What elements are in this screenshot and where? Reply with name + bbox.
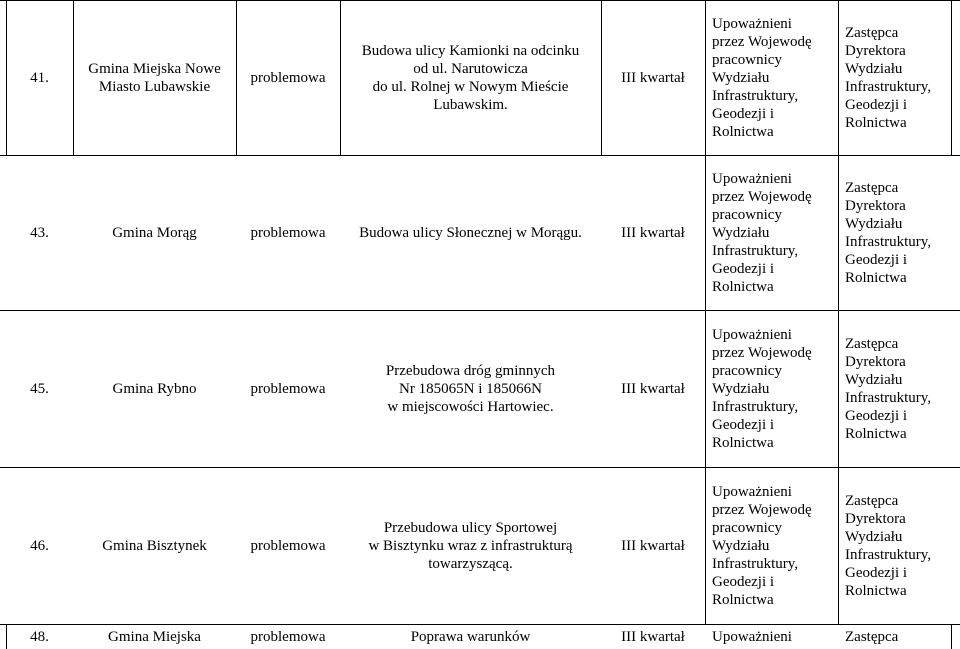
row-number: 45. (30, 380, 49, 397)
table-row (0, 155, 960, 310)
term: III kwartał (621, 69, 685, 86)
row-number: 46. (30, 537, 49, 554)
term: III kwartał (621, 537, 685, 554)
responsible-persons: Upoważnieni przez Wojewodę pracownicy Wydziału Infrastruktury, Geodezji i Rolnictwa (712, 15, 812, 140)
table-row (0, 467, 960, 624)
gmina-name: Gmina Miejska Nowe Miasto Lubawskie (88, 60, 221, 95)
term: III kwartał (621, 380, 685, 397)
table-row (0, 0, 960, 155)
gmina-name: Gmina Morąg (112, 224, 197, 241)
supervisor: Zastępca Dyrektora Wydziału Infrastruktury, Geodezji i Rolnictwa (845, 492, 932, 599)
task-description: Budowa ulicy Kamionki na odcinku od ul. Narutowicza do ul. Rolnej w Nowym Mieście Lubawskim. (361, 42, 580, 113)
responsible-persons: Upoważnieni przez Wojewodę pracownicy Wydziału Infrastruktury, Geodezji i Rolnictwa (712, 170, 812, 295)
inspection-type: problemowa (250, 69, 326, 86)
task-description: Przebudowa ulicy Sportowej w Bisztynku wraz z infrastrukturą towarzyszącą. (368, 519, 573, 572)
gmina-name: Gmina Miejska (108, 628, 201, 645)
supervisor: Zastępca Dyrektora Wydziału Infrastruktury, Geodezji i Rolnictwa (845, 335, 932, 442)
row-number: 41. (30, 69, 49, 86)
inspection-type: problemowa (250, 380, 326, 397)
inspection-type: problemowa (250, 537, 326, 554)
task-description: Budowa ulicy Słonecznej w Morągu. (359, 224, 582, 241)
term: III kwartał (621, 224, 685, 241)
table-row (0, 310, 960, 467)
inspection-type: problemowa (250, 224, 326, 241)
row-number: 48. (30, 628, 49, 645)
responsible-persons: Upoważnieni (712, 628, 792, 645)
row-number: 43. (30, 224, 49, 241)
responsible-persons: Upoważnieni przez Wojewodę pracownicy Wydziału Infrastruktury, Geodezji i Rolnictwa (712, 483, 812, 608)
task-description: Przebudowa dróg gminnych Nr 185065N i 185066N w miejscowości Hartowiec. (385, 362, 556, 415)
gmina-name: Gmina Bisztynek (102, 537, 207, 554)
inspection-type: problemowa (250, 628, 326, 645)
supervisor: Zastępca Dyrektora Wydziału Infrastruktury, Geodezji i Rolnictwa (845, 179, 932, 286)
task-description: Poprawa warunków (410, 628, 531, 645)
responsible-persons: Upoważnieni przez Wojewodę pracownicy Wydziału Infrastruktury, Geodezji i Rolnictwa (712, 326, 812, 451)
table-row (0, 624, 960, 649)
gmina-name: Gmina Rybno (112, 380, 197, 397)
supervisor: Zastępca Dyrektora Wydziału Infrastruktury, Geodezji i Rolnictwa (845, 24, 932, 131)
term: III kwartał (621, 628, 685, 645)
supervisor: Zastępca (845, 628, 899, 645)
